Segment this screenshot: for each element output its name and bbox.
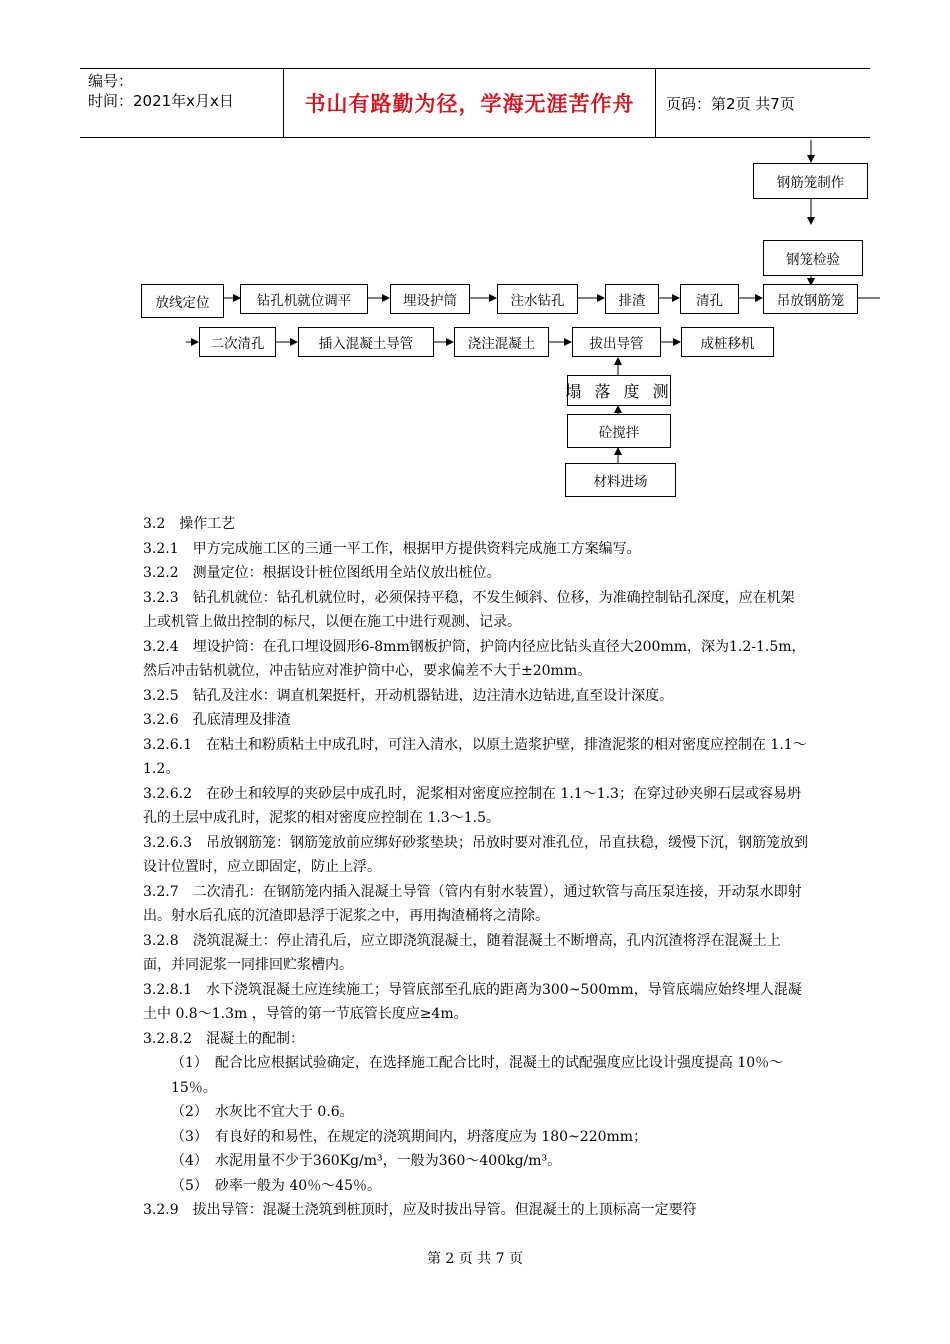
header-page-info: 页码：第2页 共7页	[666, 94, 795, 113]
paragraph: 3.2.6.3 吊放钢筋笼：钢筋笼放前应绑好砂浆垫块；吊放时要对准孔位，吊直扶稳，缓慢下沉，钢筋笼放到设计位置时，应立即固定，防止上浮。	[143, 834, 808, 875]
list-item: （2） 水灰比不宜大于 0.6。	[171, 1104, 354, 1120]
flow-box-row1-6: 清孔	[680, 284, 739, 314]
body-text	[143, 512, 808, 1223]
flow-box-slump-test: 塌 落 度 测	[567, 375, 671, 406]
document-number-label: 编号：	[88, 72, 134, 90]
paragraph: 3.2 操作工艺	[143, 516, 236, 532]
paragraph: 3.2.8.1 水下浇筑混凝土应连续施工；导管底部至孔底的距离为300~500mm，导管底端应始终埋人混凝土中 0.8～1.3m ，导管的第一节底管长度应≥4m。	[143, 981, 802, 1022]
page-footer: 第 2 页 共 7 页	[426, 1251, 524, 1267]
list-item: （1） 配合比应根据试验确定，在选择施工配合比时，混凝土的试配强度应比设计强度提高 10％～15％。	[171, 1055, 784, 1096]
flow-box-row2-5: 成桩移机	[681, 327, 774, 357]
paragraph: 3.2.2 测量定位：根据设计桩位图纸用全站仪放出桩位。	[143, 565, 501, 581]
paragraph: 3.2.8.2 混凝土的配制：	[143, 1030, 304, 1047]
flow-box-row1-1: 放线定位	[141, 284, 224, 318]
paragraph: 3.2.6.2 在砂土和较厚的夹砂层中成孔时，泥浆相对密度应控制在 1.1～1.3；在穿过砂夹卵石层或容易坍孔的土层中成孔时，泥浆的相对密度应控制在 1.3～1.5。	[143, 785, 801, 826]
paragraph: 3.2.9 拔出导管：混凝土浇筑到桩顶时，应及时拔出导管。但混凝土的上顶标高一定要符	[143, 1202, 697, 1218]
list-item: （5） 砂率一般为 40％～45％。	[171, 1177, 381, 1194]
paragraph: 3.2.1 甲方完成施工区的三通一平工作，根据甲方提供资料完成施工方案编写。	[143, 540, 641, 557]
list-item: （4） 水泥用量不少于360Kg/m³，一般为360～400kg/m³。	[171, 1153, 562, 1169]
flow-box-row2-1: 二次清孔	[199, 327, 276, 357]
paragraph: 3.2.6 孔底清理及排渣	[143, 712, 291, 728]
flow-box-row1-4: 注水钻孔	[497, 284, 578, 314]
flow-box-cage-check: 钢笼检验	[763, 240, 863, 276]
paragraph: 3.2.4 埋设护筒：在孔口埋设圆形6-8mm钢板护筒，护筒内径应比钻头直径大200mm，深为1.2-1.5m，然后冲击钻机就位，冲击钻应对准护筒中心，要求偏差不大于±20mm。	[143, 638, 806, 679]
flow-box-row2-2: 插入混凝土导管	[298, 327, 434, 357]
paragraph: 3.2.8 浇筑混凝土：停止清孔后，应立即浇筑混凝土，随着混凝土不断增高，孔内沉渣将浮在混凝土上面，并同泥浆一同排回贮浆槽内。	[143, 932, 781, 973]
flow-box-cage-make: 钢筋笼制作	[753, 163, 868, 199]
list-item: （3） 有良好的和易性，在规定的浇筑期间内，坍落度应为 180~220mm；	[171, 1128, 648, 1145]
flow-box-row2-3: 浇注混凝土	[454, 327, 549, 357]
flow-box-row1-7: 吊放钢筋笼	[763, 284, 858, 314]
paragraph: 3.2.6.1 在粘土和粉质粘土中成孔时，可注入清水，以原土造浆护壁，排渣泥浆的相对密度应控制在 1.1～1.2。	[143, 736, 807, 777]
document-time-label: 时间：2021年x月x日	[88, 92, 234, 110]
flow-box-row2-4: 拔出导管	[572, 327, 661, 357]
flow-box-material-entry: 材料进场	[565, 463, 676, 497]
paragraph: 3.2.7 二次清孔：在钢筋笼内插入混凝土导管（管内有射水装置），通过软管与高压泵连接，开动泵水即射出。射水后孔底的沉渣即悬浮于泥浆之中，再用掏渣桶将之清除。	[143, 883, 802, 924]
header-motto: 书山有路勤为径，学海无涯苦作舟	[284, 69, 656, 137]
flow-box-concrete-mix: 砼搅拌	[567, 414, 671, 448]
construction-flowchart	[0, 0, 950, 510]
paragraph: 3.2.3 钻孔机就位：钻孔机就位时，必须保持平稳，不发生倾斜、位移，为准确控制钻孔深度，应在机架上或机管上做出控制的标尺，以便在施工中进行观测、记录。	[143, 589, 795, 630]
paragraph: 3.2.5 钻孔及注水：调直机架挺杆，开动机器钻进，边注清水边钻进,直至设计深度。	[143, 687, 674, 704]
flow-box-row1-3: 埋设护筒	[390, 284, 470, 314]
flow-box-row1-2: 钻孔机就位调平	[240, 284, 368, 314]
flow-box-row1-5: 排渣	[605, 284, 659, 314]
